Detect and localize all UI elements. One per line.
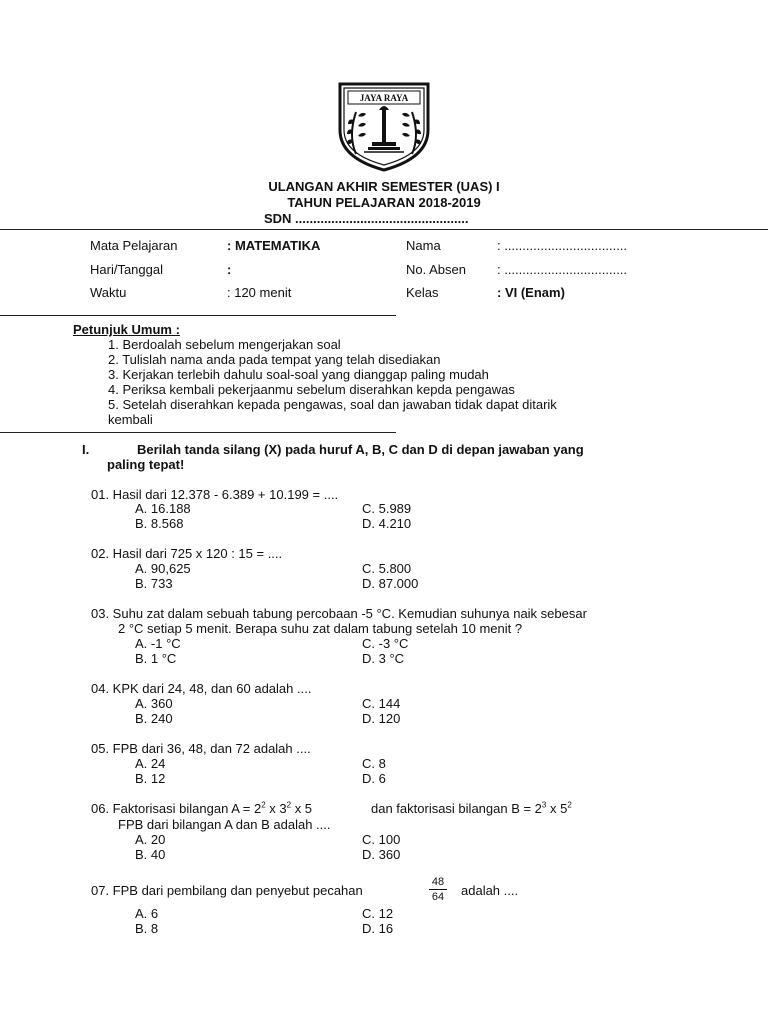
section-instruction: Berilah tanda silang (X) pada huruf A, B, C dan D di depan jawaban yang: [137, 442, 584, 457]
option-a: A. -1 °C: [135, 636, 181, 651]
option-c: C. 5.800: [362, 561, 412, 576]
instruction-item: 2. Tulislah nama anda pada tempat yang telah disediakan: [108, 352, 441, 367]
absen-field: : ..................................: [497, 262, 628, 277]
option-a: A. 16.188: [135, 501, 191, 516]
option-b: B. 12: [135, 771, 166, 786]
option-b: B. 240: [135, 711, 173, 726]
date-value: :: [227, 262, 232, 277]
subject-value: : MATEMATIKA: [227, 238, 321, 253]
question-6: 06. Faktorisasi bilangan $A = 2^2$ x $3^2$ x 5: [91, 800, 313, 816]
class-value: : VI (Enam): [497, 285, 565, 300]
option-a: A. 360: [135, 696, 173, 711]
option-d: D. 360: [362, 847, 401, 862]
instruction-item: 1. Berdoalah sebelum mengerjakan soal: [108, 337, 341, 352]
jaya-raya-emblem: [334, 80, 434, 172]
section-number: I.: [82, 442, 90, 457]
subject-label: Mata Pelajaran: [90, 238, 178, 253]
exam-title: ULANGAN AKHIR SEMESTER (UAS) I: [268, 179, 500, 194]
option-a: A. 90,625: [135, 561, 191, 576]
option-d: D. 6: [362, 771, 386, 786]
fraction-denominator: 64: [431, 891, 445, 903]
option-b: B. 8: [135, 921, 159, 936]
option-c: C. -3 °C: [362, 636, 409, 651]
option-a: A. 20: [135, 832, 166, 847]
option-b: B. 1 °C: [135, 651, 177, 666]
section-instruction-cont: paling tepat!: [107, 457, 185, 472]
class-label: Kelas: [406, 285, 439, 300]
instruction-item-cont: kembali: [108, 412, 153, 427]
time-value: : 120 menit: [227, 285, 292, 300]
fraction-bar: [429, 889, 447, 890]
option-d: D. 4.210: [362, 516, 412, 531]
academic-year: TAHUN PELAJARAN 2018-2019: [287, 195, 481, 210]
question-3-cont: 2 °C setiap 5 menit. Berapa suhu zat dalam tabung setelah 10 menit ?: [118, 621, 523, 636]
question-4: 04. KPK dari 24, 48, dan 60 adalah ....: [91, 681, 312, 696]
option-c: C. 100: [362, 832, 401, 847]
name-field: : ..................................: [497, 238, 628, 253]
question-5: 05. FPB dari 36, 48, dan 72 adalah ....: [91, 741, 311, 756]
option-d: D. 3 °C: [362, 651, 405, 666]
fraction-numerator: 48: [431, 876, 445, 888]
option-b: B. 40: [135, 847, 166, 862]
date-label: Hari/Tanggal: [90, 262, 163, 277]
divider: [0, 315, 396, 316]
question-7-end: adalah ....: [461, 883, 519, 898]
option-d: D. 120: [362, 711, 401, 726]
option-c: C. 5.989: [362, 501, 412, 516]
instructions-title: Petunjuk Umum :: [73, 322, 180, 337]
absen-label: No. Absen: [406, 262, 466, 277]
option-d: D. 16: [362, 921, 394, 936]
instruction-item: 4. Periksa kembali pekerjaanmu sebelum diserahkan kepda pengawas: [108, 382, 515, 397]
option-d: D. 87.000: [362, 576, 419, 591]
question-2: 02. Hasil dari 725 x 120 : 15 = ....: [91, 546, 283, 561]
time-label: Waktu: [90, 285, 127, 300]
option-c: C. 8: [362, 756, 386, 771]
instruction-item: 5. Setelah diserahkan kepada pengawas, soal dan jawaban tidak dapat ditarik: [108, 397, 557, 412]
option-c: C. 144: [362, 696, 401, 711]
option-c: C. 12: [362, 906, 394, 921]
option-b: B. 733: [135, 576, 173, 591]
divider: [0, 432, 396, 433]
question-3: 03. Suhu zat dalam sebuah tabung percobaan -5 °C. Kemudian suhunya naik sebesar: [91, 606, 587, 621]
school-name: SDN ................................................: [264, 211, 469, 226]
logo-text: JAYA RAYA: [359, 93, 409, 103]
question-6-b: dan faktorisasi bilangan $B = 2^3$ x $5^2$: [371, 800, 572, 816]
name-label: Nama: [406, 238, 441, 253]
question-6-cont: FPB dari bilangan A dan B adalah ....: [118, 817, 331, 832]
instruction-item: 3. Kerjakan terlebih dahulu soal-soal yang dianggap paling mudah: [108, 367, 489, 382]
divider: [0, 229, 768, 230]
option-a: A. 6: [135, 906, 159, 921]
question-7: 07. FPB dari pembilang dan penyebut pecahan: [91, 883, 363, 898]
question-1: 01. Hasil dari 12.378 - 6.389 + 10.199 = ....: [91, 487, 339, 502]
option-a: A. 24: [135, 756, 166, 771]
option-b: B. 8.568: [135, 516, 184, 531]
